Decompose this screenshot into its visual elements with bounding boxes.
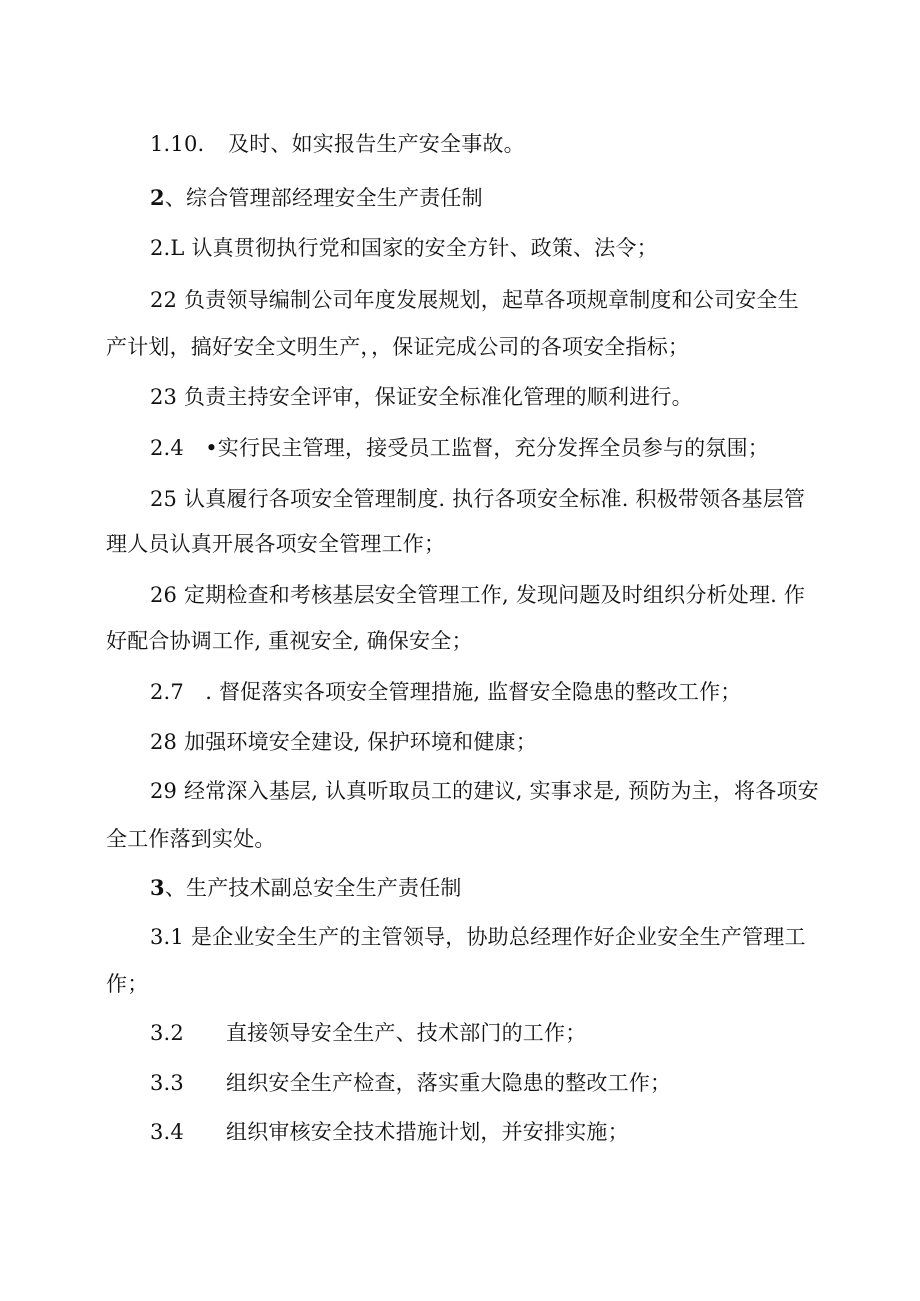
item-2-2-continued: 产计划，搞好安全文明生产，，保证完成公司的各项安全指标； xyxy=(106,335,690,359)
item-text: 直接领导安全生产、技术部门的工作； xyxy=(226,1021,587,1045)
item-2-6-continued: 好配合协调工作, 重视安全, 确保安全； xyxy=(106,629,473,653)
item-2-2: 22 负责领导编制公司年度发展规划，起草各项规章制度和公司安全生 xyxy=(150,288,799,312)
item-2-3: 23 负责主持安全评审，保证安全标准化管理的顺利进行。 xyxy=(150,385,693,409)
item-3-1: 3.1 是企业安全生产的主管领导，协助总经理作好企业安全生产管理工 xyxy=(150,925,806,949)
item-2-5: 25 认真履行各项安全管理制度. 执行各项安全标准. 积极带领各基层管 xyxy=(150,487,806,511)
item-2-9: 29 经常深入基层, 认真听取员工的建议, 实事求是, 预防为主，将各项安 xyxy=(150,779,819,803)
item-number: 3.2 xyxy=(150,1021,184,1045)
item-2-5-continued: 理人员认真开展各项安全管理工作； xyxy=(106,532,446,556)
section-heading-3 xyxy=(150,875,462,901)
item-number: 1.10. xyxy=(150,132,205,156)
item-3-4 xyxy=(150,1119,629,1145)
item-2-6: 26 定期检查和考核基层安全管理工作, 发现问题及时组织分析处理. 作 xyxy=(150,583,806,607)
item-2-8: 28 加强环境安全建设, 保护环境和健康； xyxy=(150,730,537,754)
item-text: 及时、如实报告生产安全事故。 xyxy=(228,132,525,156)
section-number: 3 xyxy=(150,875,165,900)
item-number: 3.3 xyxy=(150,1071,184,1095)
section-number: 2 xyxy=(150,185,165,210)
section-title: 、综合管理部经理安全生产责任制 xyxy=(164,186,483,210)
item-text: 组织审核安全技术措施计划，并安排实施； xyxy=(226,1120,629,1144)
item-number: 3.4 xyxy=(150,1120,184,1144)
section-heading-2 xyxy=(150,185,483,211)
item-2-1: 2.L 认真贯彻执行党和国家的安全方针、政策、法令； xyxy=(150,236,658,260)
item-2-4: 2.4 •实行民主管理，接受员工监督，充分发挥全员参与的氛围； xyxy=(150,436,769,460)
item-3-1-continued: 作； xyxy=(106,972,149,996)
item-1-10 xyxy=(150,131,525,157)
item-text: 组织安全生产检查，落实重大隐患的整改工作； xyxy=(226,1071,672,1095)
item-2-9-continued: 全工作落到实处。 xyxy=(106,827,276,851)
item-3-2 xyxy=(150,1020,586,1046)
section-title: 、生产技术副总安全生产责任制 xyxy=(164,876,462,900)
item-2-7: 2.7 . 督促落实各项安全管理措施, 监督安全隐患的整改工作； xyxy=(150,680,742,704)
item-3-3 xyxy=(150,1070,671,1096)
